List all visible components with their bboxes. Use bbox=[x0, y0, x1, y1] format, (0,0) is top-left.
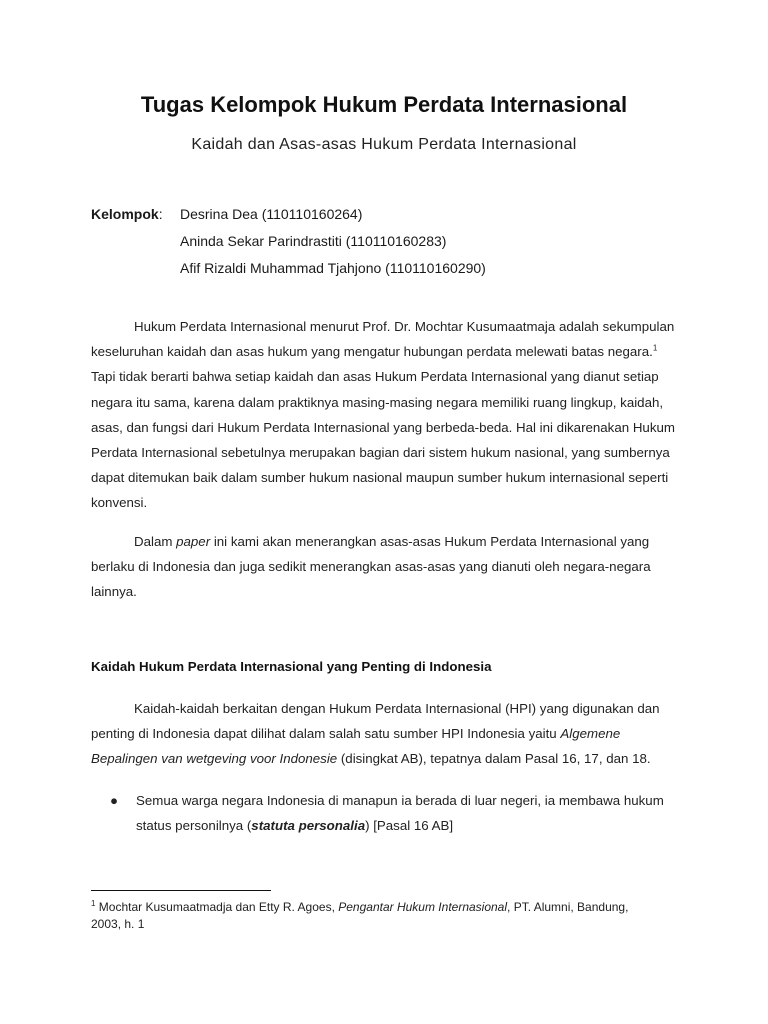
member-list bbox=[180, 201, 486, 282]
paragraph-sources: Kaidah-kaidah berkaitan dengan Hukum Perdata Internasional (HPI) yang digunakan dan penting di Indonesia dapat dilihat dalam salah satu sumber HPI Indonesia yaitu Algemene Bepalingen van wetgeving voor Indonesie (disingkat AB), tepatnya dalam Pasal 16, 17, dan 18. bbox=[91, 701, 660, 767]
member-item: Aninda Sekar Parindrastiti (110110160283) bbox=[180, 233, 447, 249]
footnote-reference[interactable]: 1 bbox=[652, 343, 658, 353]
bullet-text: Semua warga negara Indonesia di manapun ia berada di luar negeri, ia membawa hukum status personilnya (statuta personalia) [Pasal 16 AB] bbox=[136, 793, 664, 834]
section-heading: Kaidah Hukum Perdata Internasional yang Penting di Indonesia bbox=[91, 659, 492, 674]
footnote: $^1$ Mochtar Kusumaatmadja dan Etty R. Agoes, Pengantar Hukum Internasional, PT. Alumni, Bandung, 2003, h. 1 bbox=[91, 899, 629, 931]
footnote-divider bbox=[91, 890, 271, 891]
bullet-icon: ● bbox=[110, 793, 119, 808]
member-item: Desrina Dea (110110160264) bbox=[180, 206, 363, 222]
member-item: Afif Rizaldi Muhammad Tjahjono (110110160290) bbox=[180, 260, 486, 276]
document-subtitle: Kaidah dan Asas-asas Hukum Perdata Internasional bbox=[191, 136, 577, 153]
paragraph-purpose: Dalam paper ini kami akan menerangkan asas-asas Hukum Perdata Internasional yang berlaku di Indonesia dan juga sedikit menerangkan asas-asas yang dianuti oleh negara-negara lainnya. bbox=[91, 534, 651, 600]
group-label: Kelompok: bbox=[91, 206, 163, 222]
bullet-item bbox=[110, 788, 680, 838]
document-title: Tugas Kelompok Hukum Perdata Internasional bbox=[140, 92, 628, 117]
paragraph-definition: Hukum Perdata Internasional menurut Prof. Dr. Mochtar Kusumaatmaja adalah sekumpulan keseluruhan kaidah dan asas hukum yang mengatur hubungan perdata melewati batas negara.$^1$ Tapi tidak berarti bahwa setiap kaidah dan asas Hukum Perdata Internasional yang dianut setiap negara itu sama, karena dalam praktiknya masing-masing negara memiliki ruang lingkup, kaidah, asas, dan fungsi dari Hukum Perdata Internasional yang berbeda-beda. Hal ini dikarenakan Hukum Perdata Internasional sebetulnya merupakan bagian dari sistem hukum nasional, yang sumbernya dapat ditemukan baik dalam sumber hukum nasional maupun sumber hukum internasional seperti konvensi. bbox=[91, 319, 675, 511]
